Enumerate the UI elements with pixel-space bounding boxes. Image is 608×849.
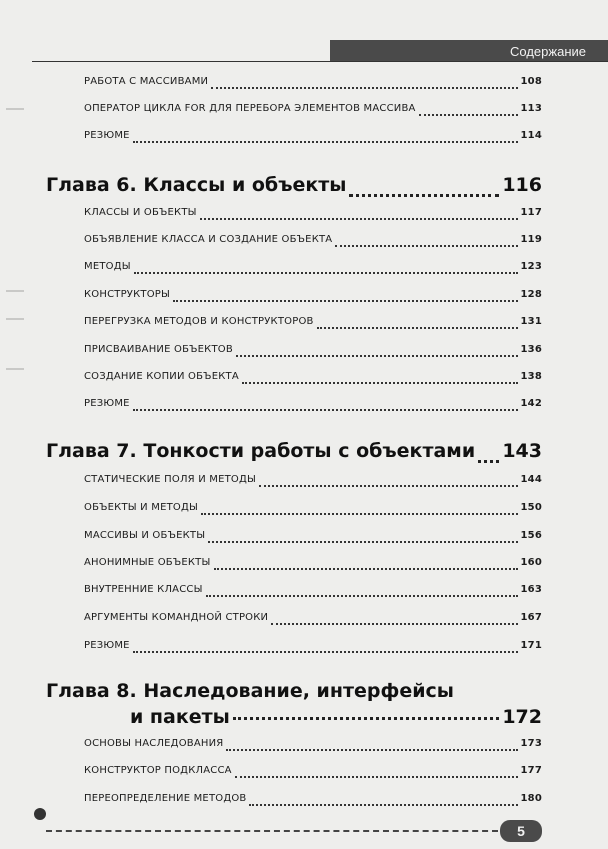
toc-entry[interactable] [84, 344, 542, 362]
entry-title: ПЕРЕГРУЗКА МЕТОДОВ И КОНСТРУКТОРОВ [84, 316, 314, 327]
chapter-page: 143 [502, 440, 542, 462]
dot-leader [242, 382, 518, 384]
margin-mark [6, 290, 24, 292]
entry-page: 180 [520, 793, 542, 804]
dot-leader [173, 300, 517, 302]
chapter-title-line2: и пакеты [130, 706, 230, 728]
dot-leader [233, 717, 499, 720]
toc-entry[interactable] [84, 130, 542, 148]
entry-page: 138 [520, 371, 542, 382]
entry-title: РЕЗЮМЕ [84, 640, 130, 651]
toc-entry[interactable] [84, 557, 542, 575]
toc-entry[interactable] [84, 612, 542, 630]
entry-page: 131 [520, 316, 542, 327]
entry-title: АРГУМЕНТЫ КОМАНДНОЙ СТРОКИ [84, 612, 269, 623]
entry-page: 163 [520, 584, 542, 595]
entry-page: 123 [520, 261, 542, 272]
chapter-page: 116 [502, 174, 542, 196]
toc-entry[interactable] [84, 793, 542, 811]
toc-entry[interactable] [84, 530, 542, 548]
footer-bullet [34, 808, 46, 820]
chapter-page: 172 [502, 706, 542, 728]
chapter-heading[interactable] [46, 680, 542, 734]
toc-entry[interactable] [84, 398, 542, 416]
dot-leader [133, 141, 518, 143]
entry-title: РЕЗЮМЕ [84, 130, 130, 141]
chapter-title: Глава 7. Тонкости работы с объектами [46, 440, 476, 462]
dot-leader [133, 651, 518, 653]
entry-title: КОНСТРУКТОРЫ [84, 289, 171, 300]
chapter-heading[interactable] [46, 174, 542, 202]
chapter-title: Глава 6. Классы и объекты [46, 174, 347, 196]
entry-page: 173 [520, 738, 542, 749]
page-number: 5 [517, 823, 525, 839]
toc-entry[interactable] [84, 103, 542, 121]
dot-leader [236, 355, 518, 357]
toc-entry[interactable] [84, 234, 542, 252]
dot-leader [235, 776, 518, 778]
entry-title: СТАТИЧЕСКИЕ ПОЛЯ И МЕТОДЫ [84, 474, 257, 485]
entry-page: 119 [520, 234, 542, 245]
dot-leader [259, 485, 518, 487]
entry-title: РАБОТА С МАССИВАМИ [84, 76, 209, 87]
toc-entry[interactable] [84, 640, 542, 658]
margin-mark [6, 368, 24, 370]
page-number-badge [500, 820, 542, 842]
dot-leader [419, 114, 518, 116]
entry-page: 136 [520, 344, 542, 355]
dot-leader [478, 460, 499, 463]
chapter-title-line1: Глава 8. Наследование, интерфейсы [46, 680, 454, 702]
toc-entry[interactable] [84, 289, 542, 307]
chapter-heading[interactable] [46, 440, 542, 468]
entry-page: 117 [520, 207, 542, 218]
toc-entry[interactable] [84, 261, 542, 279]
entry-page: 142 [520, 398, 542, 409]
toc-entry[interactable] [84, 316, 542, 334]
entry-page: 171 [520, 640, 542, 651]
dot-leader [211, 87, 517, 89]
margin-mark [6, 318, 24, 320]
margin-mark [6, 108, 24, 110]
dot-leader [335, 245, 517, 247]
dot-leader [206, 595, 518, 597]
section-title: Содержание [510, 43, 586, 59]
entry-title: МЕТОДЫ [84, 261, 131, 272]
dot-leader [200, 218, 518, 220]
entry-title: СОЗДАНИЕ КОПИИ ОБЪЕКТА [84, 371, 239, 382]
dot-leader [133, 409, 518, 411]
entry-page: 144 [520, 474, 542, 485]
entry-title: АНОНИМНЫЕ ОБЪЕКТЫ [84, 557, 211, 568]
dot-leader [208, 541, 517, 543]
dot-leader [226, 749, 517, 751]
entry-title: ОПЕРАТОР ЦИКЛА FOR ДЛЯ ПЕРЕБОРА ЭЛЕМЕНТОВ МАССИВА [84, 103, 416, 114]
footer-dashed-rule [46, 830, 498, 832]
entry-page: 156 [520, 530, 542, 541]
dot-leader [317, 327, 518, 329]
entry-page: 114 [520, 130, 542, 141]
toc-entry[interactable] [84, 738, 542, 756]
toc-entry[interactable] [84, 765, 542, 783]
entry-page: 150 [520, 502, 542, 513]
dot-leader [201, 513, 518, 515]
entry-title: ВНУТРЕННИЕ КЛАССЫ [84, 584, 203, 595]
entry-page: 108 [520, 76, 542, 87]
entry-page: 177 [520, 765, 542, 776]
entry-title: МАССИВЫ И ОБЪЕКТЫ [84, 530, 206, 541]
dot-leader [134, 272, 518, 274]
entry-title: ОБЪЯВЛЕНИЕ КЛАССА И СОЗДАНИЕ ОБЪЕКТА [84, 234, 333, 245]
section-header [330, 40, 608, 62]
dot-leader [249, 804, 517, 806]
entry-page: 167 [520, 612, 542, 623]
entry-page: 113 [520, 103, 542, 114]
entry-title: КОНСТРУКТОР ПОДКЛАССА [84, 765, 232, 776]
entry-page: 128 [520, 289, 542, 300]
entry-title: КЛАССЫ И ОБЪЕКТЫ [84, 207, 197, 218]
toc-entry[interactable] [84, 474, 542, 492]
entry-page: 160 [520, 557, 542, 568]
header-rule [32, 61, 608, 62]
toc-entry[interactable] [84, 207, 542, 225]
toc-entry[interactable] [84, 502, 542, 520]
dot-leader [214, 568, 518, 570]
entry-title: РЕЗЮМЕ [84, 398, 130, 409]
toc-entry[interactable] [84, 371, 542, 389]
dot-leader [349, 194, 499, 197]
entry-title: ПЕРЕОПРЕДЕЛЕНИЕ МЕТОДОВ [84, 793, 247, 804]
entry-title: ОСНОВЫ НАСЛЕДОВАНИЯ [84, 738, 224, 749]
toc-entry[interactable] [84, 584, 542, 602]
entry-title: ОБЪЕКТЫ И МЕТОДЫ [84, 502, 199, 513]
toc-entry[interactable] [84, 76, 542, 94]
entry-title: ПРИСВАИВАНИЕ ОБЪЕКТОВ [84, 344, 233, 355]
dot-leader [271, 623, 517, 625]
